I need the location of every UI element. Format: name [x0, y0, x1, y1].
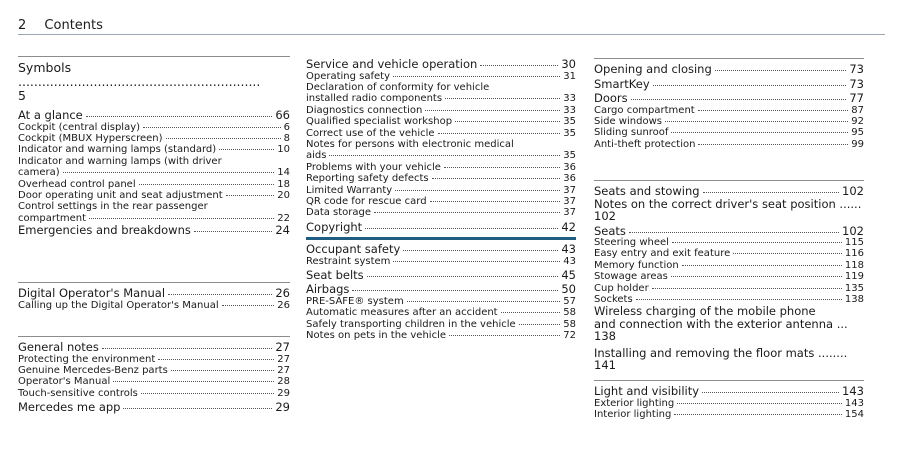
- section-divider: [18, 56, 290, 57]
- toc-entry[interactable]: [306, 330, 576, 341]
- toc-entry-title: Opening and closing: [594, 62, 712, 76]
- page-number: 2: [18, 18, 27, 33]
- toc-entry-title: Memory function: [594, 259, 679, 271]
- toc-dot-leader: [158, 359, 274, 360]
- toc-entry[interactable]: [306, 307, 576, 318]
- toc-entry-page: 36: [563, 173, 576, 185]
- section-divider: [18, 336, 290, 337]
- toc-entry-title: Reporting safety defects: [306, 173, 429, 185]
- toc-entry[interactable]: [306, 185, 576, 196]
- toc-entry-page: 143: [842, 384, 864, 398]
- toc-entry[interactable]: [306, 116, 576, 127]
- toc-dot-leader: [672, 242, 842, 243]
- toc-dot-leader: [449, 335, 560, 336]
- toc-entry-title: Operating safety: [306, 70, 391, 82]
- toc-entry-title: Light and visibility: [594, 384, 700, 398]
- toc-entry-title: Safely transporting children in the vehicle: [306, 318, 516, 330]
- toc-entry[interactable]: [594, 185, 864, 198]
- toc-dot-leader: [715, 70, 847, 71]
- toc-dot-leader: [143, 127, 281, 128]
- toc-dot-leader: [703, 192, 839, 193]
- toc-dot-leader: [432, 178, 561, 179]
- toc-entry-page: 26: [275, 286, 290, 300]
- toc-entry-title: Touch-sensitive controls: [18, 387, 138, 399]
- toc-dot-leader: [102, 348, 272, 349]
- toc-entry-title: Interior lighting: [594, 408, 672, 420]
- toc-entry-page: 37: [563, 195, 576, 207]
- toc-entry-title: Occupant safety: [306, 242, 401, 256]
- toc-entry-title: Overhead control panel: [18, 178, 136, 190]
- toc-dot-leader: [219, 149, 274, 150]
- toc-entry-page: 119: [844, 271, 864, 283]
- toc-entry-page: 45: [561, 267, 576, 282]
- toc-dot-leader: [194, 231, 273, 232]
- toc-dot-leader: [430, 201, 561, 202]
- toc-entry[interactable]: [18, 224, 290, 237]
- toc-entry-title: Anti-theft protection: [594, 138, 696, 150]
- toc-entry-page: 24: [275, 223, 290, 238]
- toc-entry-page: 29: [277, 387, 290, 399]
- toc-entry-title: Sockets: [594, 294, 633, 306]
- toc-entry-wrap[interactable]: Control settings in the rear passenger: [18, 201, 208, 213]
- toc-entry-wrap[interactable]: Wireless charging of the mobile phone: [594, 304, 816, 319]
- toc-dot-leader: [141, 393, 274, 394]
- toc-entry-title: Qualified specialist workshop: [306, 116, 453, 128]
- toc-entry-page: 72: [563, 330, 576, 342]
- toc-dot-leader: [629, 232, 839, 233]
- toc-entry[interactable]: [18, 388, 290, 399]
- toc-dot-leader: [139, 184, 275, 185]
- toc-entry[interactable]: [594, 116, 864, 127]
- toc-entry-title: Operator's Manual: [18, 376, 111, 388]
- toc-entry-title: Notes on pets in the vehicle: [306, 330, 447, 342]
- toc-dot-leader: [444, 167, 560, 168]
- toc-page: 141: [594, 358, 616, 373]
- toc-entry-page: 8: [283, 132, 290, 144]
- section-divider: [594, 380, 864, 381]
- toc-entry-page: 37: [563, 207, 576, 219]
- toc-entry-title: Indicator and warning lamps (standard): [18, 144, 217, 156]
- toc-entry-page: 57: [563, 295, 576, 307]
- toc-entry-page: 20: [277, 189, 290, 201]
- toc-entry-page: 43: [561, 242, 576, 256]
- toc-dot-leader: [329, 155, 560, 156]
- toc-dot-leader: [425, 110, 560, 111]
- toc-entry[interactable]: [306, 150, 576, 161]
- toc-entry-wrap[interactable]: Installing and removing the floor mats ........: [594, 345, 848, 360]
- toc-page-symbols: 5: [18, 88, 26, 103]
- toc-entry[interactable]: [18, 179, 290, 190]
- toc-entry[interactable]: [306, 243, 576, 256]
- page-title: Contents: [44, 18, 103, 33]
- toc-entry[interactable]: [306, 196, 576, 207]
- toc-entry[interactable]: [594, 385, 864, 398]
- toc-entry-title: Diagnostics connection: [306, 104, 423, 116]
- toc-entry[interactable]: [18, 122, 290, 133]
- toc-entry-page: 154: [844, 408, 864, 420]
- toc-dot-leader: [166, 138, 281, 139]
- toc-entry[interactable]: [594, 237, 864, 248]
- toc-entry-title: Genuine Mercedes-Benz parts: [18, 364, 168, 376]
- section-divider: [18, 282, 290, 283]
- toc-entry-page: 102: [842, 184, 864, 198]
- toc-dot-leader: [677, 403, 842, 404]
- toc-entry[interactable]: [306, 71, 576, 82]
- toc-entry-page: 102: [842, 223, 864, 238]
- toc-entry-page: 58: [563, 307, 576, 319]
- toc-entry-title: Doors: [594, 91, 628, 105]
- toc-entry-page: 35: [563, 116, 576, 128]
- toc-entry-title: Side windows: [594, 115, 662, 127]
- toc-entry-title: Steering wheel: [594, 237, 669, 248]
- toc-entry-title: SmartKey: [594, 76, 650, 91]
- toc-entry-title: Cup holder: [594, 282, 649, 294]
- toc-entry-title: Seats: [594, 223, 626, 238]
- header-divider: [18, 34, 885, 35]
- toc-entry-page: 50: [561, 282, 576, 297]
- toc-entry-page: 35: [563, 127, 576, 139]
- toc-entry-title: Cargo compartment: [594, 104, 695, 116]
- toc-dot-leader: [445, 98, 560, 99]
- toc-entry-title: compartment: [18, 212, 87, 224]
- toc-entry[interactable]: [306, 296, 576, 307]
- toc-entry[interactable]: [594, 92, 864, 105]
- toc-dot-leader: [123, 408, 272, 409]
- toc-entry[interactable]: [18, 287, 290, 300]
- toc-entry-title: Airbags: [306, 282, 350, 297]
- toc-entry-title: Mercedes me app: [18, 400, 121, 415]
- toc-dot-leader: [631, 99, 847, 100]
- toc-entry-title: Emergencies and breakdowns: [18, 223, 191, 238]
- toc-entry[interactable]: [594, 248, 864, 259]
- section-symbols: [18, 56, 290, 237]
- toc-entry-page: 43: [563, 255, 576, 267]
- toc-entry[interactable]: [594, 225, 864, 238]
- toc-entry[interactable]: [18, 401, 290, 414]
- toc-entry-title: installed radio components: [306, 93, 443, 105]
- toc-entry[interactable]: [306, 93, 576, 104]
- toc-entry-page: 30: [561, 57, 576, 71]
- toc-dot-leader: [374, 212, 560, 213]
- toc-entry-wrap[interactable]: and connection with the exterior antenna ...: [594, 316, 848, 331]
- toc-entry-page: 87: [851, 104, 864, 116]
- toc-dot-leader: [671, 276, 842, 277]
- toc-entry-title: Correct use of the vehicle: [306, 127, 435, 139]
- toc-entry-page: 37: [563, 184, 576, 196]
- toc-entry[interactable]: [594, 78, 864, 91]
- toc-dot-leader: [682, 265, 842, 266]
- toc-entry-page: 28: [277, 376, 290, 388]
- section-divider: [594, 180, 864, 181]
- toc-entry[interactable]: [306, 105, 576, 116]
- toc-entry-title: General notes: [18, 340, 99, 354]
- toc-dot-leader: [168, 294, 272, 295]
- toc-entry[interactable]: [594, 127, 864, 138]
- toc-entry-page: 99: [851, 138, 864, 150]
- toc-entry-page: 115: [844, 237, 864, 248]
- toc-dot-leader: [393, 76, 560, 77]
- toc-dot-leader: [636, 299, 842, 300]
- section-general-notes: [18, 336, 290, 414]
- toc-entry-page: 135: [844, 282, 864, 294]
- toc-entry-page: 73: [849, 76, 864, 91]
- toc-entry-title: At a glance: [18, 108, 83, 122]
- toc-entry[interactable]: [594, 271, 864, 282]
- toc-dot-leader: [702, 392, 839, 393]
- toc-dot-leader: [403, 250, 558, 251]
- toc-entry[interactable]: [306, 173, 576, 184]
- toc-entry[interactable]: [594, 63, 864, 76]
- toc-entry[interactable]: [306, 221, 576, 234]
- toc-entry-title: Calling up the Digital Operator's Manual: [18, 299, 219, 311]
- toc-entry[interactable]: [18, 190, 290, 201]
- toc-entry-title: QR code for rescue card: [306, 195, 427, 207]
- toc-entry-page: 31: [563, 70, 576, 82]
- toc-entry-page: 29: [275, 400, 290, 415]
- toc-dot-leader: [653, 85, 847, 86]
- toc-entry-title: Copyright: [306, 219, 363, 234]
- toc-entry-title: Seat belts: [306, 267, 364, 282]
- toc-entry[interactable]: [18, 167, 290, 178]
- toc-entry[interactable]: [306, 283, 576, 296]
- toc-dot-leader: [89, 218, 274, 219]
- section-divider-active: [306, 237, 576, 240]
- toc-entry-page: 18: [277, 178, 290, 190]
- toc-entry[interactable]: [594, 409, 864, 420]
- toc-entry-page: 42: [561, 219, 576, 234]
- toc-entry[interactable]: [18, 109, 290, 122]
- toc-entry[interactable]: [306, 207, 576, 218]
- section-opening: [594, 58, 864, 150]
- toc-entry[interactable]: [18, 376, 290, 387]
- toc-entry[interactable]: [18, 144, 290, 155]
- toc-entry-page: 73: [849, 62, 864, 76]
- toc-entry[interactable]: [18, 300, 290, 311]
- toc-page: 138: [594, 329, 616, 344]
- toc-entry[interactable]: [306, 269, 576, 282]
- toc-entry-title: Easy entry and exit feature: [594, 248, 731, 260]
- toc-entry-page: 33: [563, 93, 576, 105]
- toc-entry[interactable]: [306, 162, 576, 173]
- toc-entry-wrap[interactable]: Notes on the correct driver's seat position ......: [594, 196, 862, 211]
- toc-entry-wrap[interactable]: Notes for persons with electronic medical: [306, 138, 514, 150]
- toc-entry[interactable]: [594, 283, 864, 294]
- toc-dot-leader: [365, 228, 558, 229]
- section-seats: [594, 180, 864, 372]
- toc-entry-page: 138: [844, 294, 864, 306]
- section-divider: [594, 58, 864, 59]
- toc-dot-leader: [698, 144, 848, 145]
- toc-entry[interactable]: [18, 133, 290, 144]
- toc-dot-leader: [407, 301, 561, 302]
- toc-entry-wrap[interactable]: Declaration of conformity for vehicle: [306, 81, 490, 93]
- toc-dot-leader: [393, 261, 560, 262]
- toc-entry-page: 77: [849, 91, 864, 105]
- toc-entry-title: Data storage: [306, 207, 372, 219]
- toc-entry-page: 26: [277, 299, 290, 311]
- toc-entry-page: 58: [563, 318, 576, 330]
- toc-dot-leader: [733, 253, 842, 254]
- section-service: [306, 56, 576, 233]
- toc-entry-title: Problems with your vehicle: [306, 161, 441, 173]
- toc-entry-title: Cockpit (MBUX Hyperscreen): [18, 132, 163, 144]
- toc-dot-leader: [519, 324, 561, 325]
- toc-entry-wrap[interactable]: Indicator and warning lamps (with driver: [18, 155, 222, 167]
- toc-entry-title: Service and vehicle operation: [306, 57, 478, 71]
- toc-dot-leader: [652, 288, 842, 289]
- toc-entry-page: 33: [563, 104, 576, 116]
- toc-dot-leader: [438, 133, 561, 134]
- toc-entry-page: 95: [851, 127, 864, 139]
- toc-dot-leader: [698, 110, 849, 111]
- toc-entry[interactable]: [306, 128, 576, 139]
- toc-entry[interactable]: [306, 256, 576, 267]
- toc-entry[interactable]: [18, 354, 290, 365]
- toc-dot-leader: [395, 190, 560, 191]
- toc-dot-leader: [674, 414, 842, 415]
- toc-dot-leader: [671, 132, 848, 133]
- toc-entry[interactable]: [306, 58, 576, 71]
- toc-entry-page: 6: [283, 121, 290, 133]
- toc-dot-leader: [63, 172, 275, 173]
- toc-dot-leader: [222, 305, 275, 306]
- toc-entry-page: 27: [275, 340, 290, 354]
- toc-page: 102: [594, 209, 616, 223]
- toc-entry-title: Exterior lighting: [594, 397, 675, 409]
- toc-entry-title: Door operating unit and seat adjustment: [18, 189, 223, 201]
- section-light: [594, 380, 864, 420]
- toc-entry-title: PRE-SAFE® system: [306, 295, 404, 307]
- toc-dot-leader: [86, 116, 273, 117]
- section-occupant-safety: [306, 237, 576, 342]
- toc-entry-page: 36: [563, 161, 576, 173]
- toc-entry-page: 27: [277, 353, 290, 365]
- toc-entry-page: 22: [277, 212, 290, 224]
- toc-entry-title: Protecting the environment: [18, 353, 156, 365]
- toc-dot-leader: [113, 381, 274, 382]
- toc-dot-leader: [665, 121, 848, 122]
- toc-entry-symbols[interactable]: Symbols .............................................................: [18, 60, 261, 89]
- toc-entry-page: 118: [844, 259, 864, 271]
- toc-dot-leader: [171, 370, 274, 371]
- toc-dot-leader: [226, 195, 275, 196]
- toc-dot-leader: [501, 312, 561, 313]
- toc-entry-page: 143: [844, 397, 864, 409]
- toc-entry-title: Cockpit (central display): [18, 121, 141, 133]
- page-header: [18, 18, 103, 33]
- toc-entry[interactable]: [594, 105, 864, 116]
- toc-entry[interactable]: [594, 260, 864, 271]
- section-digital-manual: [18, 282, 290, 311]
- toc-entry[interactable]: [594, 139, 864, 150]
- toc-entry-page: 14: [277, 167, 290, 179]
- toc-entry-title: Limited Warranty: [306, 184, 393, 196]
- toc-entry-page: 66: [275, 108, 290, 122]
- toc-entry-title: camera): [18, 167, 60, 179]
- toc-entry-title: Automatic measures after an accident: [306, 307, 498, 319]
- toc-dot-leader: [455, 121, 560, 122]
- toc-entry-title: Seats and stowing: [594, 184, 700, 198]
- toc-entry[interactable]: [18, 365, 290, 376]
- toc-entry-page: 92: [851, 115, 864, 127]
- toc-entry-title: Restraint system: [306, 255, 391, 267]
- toc-entry-title: aids: [306, 150, 327, 162]
- toc-entry-title: Sliding sunroof: [594, 127, 669, 139]
- toc-entry[interactable]: [306, 319, 576, 330]
- toc-dot-leader: [480, 65, 558, 66]
- toc-dot-leader: [367, 276, 559, 277]
- toc-entry-title: Digital Operator's Manual: [18, 286, 166, 300]
- toc-dot-leader: [352, 290, 558, 291]
- toc-entry-page: 116: [844, 248, 864, 260]
- toc-entry-page: 27: [277, 364, 290, 376]
- toc-entry-title: Stowage areas: [594, 271, 668, 283]
- toc-entry[interactable]: [18, 341, 290, 354]
- toc-entry-page: 10: [277, 144, 290, 156]
- toc-entry-page: 35: [563, 150, 576, 162]
- toc-entry[interactable]: [594, 398, 864, 409]
